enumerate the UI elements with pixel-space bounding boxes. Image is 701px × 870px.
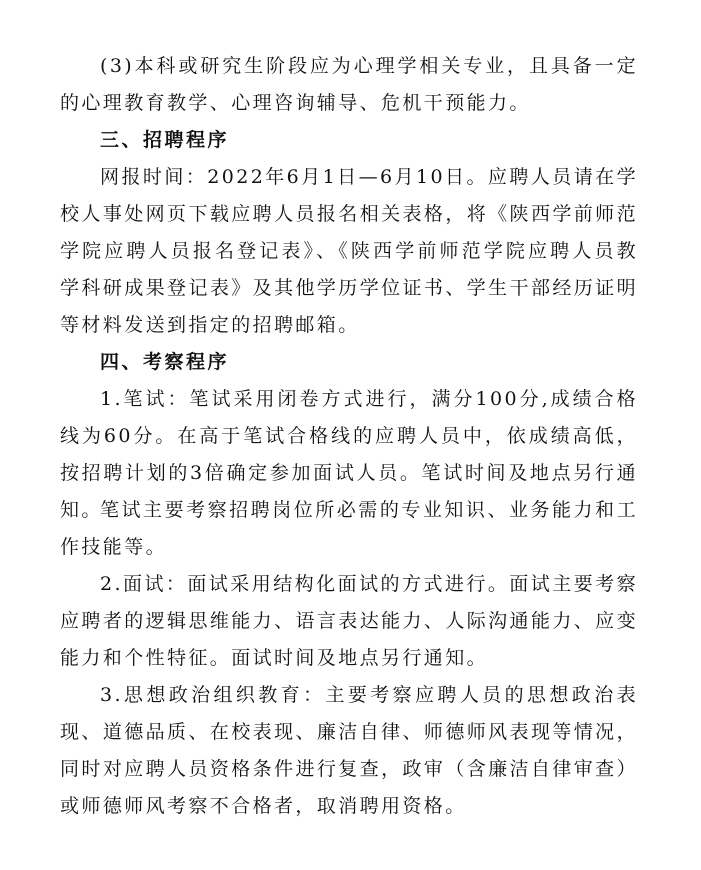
written-exam-paragraph: 1.笔试：笔试采用闭卷方式进行，满分100分,成绩合格线为60分。在高于笔试合格线的应聘人员中，依成绩高低，按招聘计划的3倍确定参加面试人员。笔试时间及地点另行通知。	[60, 388, 638, 521]
section-4-heading: 四、考察程序	[100, 351, 230, 373]
interview-paragraph: 2.面试：面试采用结构化面试的方式进行。面试主要考察应聘者的逻辑思维能力、语言表达能力、人际沟通能力、应变能力和个性特征。面试时间及地点另行通知。	[60, 573, 638, 669]
requirement-3-paragraph: (3)本科或研究生阶段应为心理学相关专业，且具备一定的心理教育教学、心理咨询辅导、危机干预能力。	[60, 55, 638, 114]
section-3-heading: 三、招聘程序	[100, 129, 230, 151]
written-exam-content-paragraph: 笔试主要考察招聘岗位所必需的专业知识、业务能力和工作技能等。	[60, 499, 638, 558]
political-review-paragraph: 3.思想政治组织教育：主要考察应聘人员的思想政治表现、道德品质、在校表现、廉洁自律、师德师风表现等情况，同时对应聘人员资格条件进行复查，政审（含廉洁自律审查）或师德师风考察不合格者，取消聘用资格。	[60, 684, 638, 817]
registration-paragraph: 网报时间：2022年6月1日—6月10日。应聘人员请在学校人事处网页下载应聘人员报名相关表格，将《陕西学前师范学院应聘人员报名登记表》、《陕西学前师范学院应聘人员教学科研成果登记表》及其他学历学位证书、学生干部经历证明等材料发送到指定的招聘邮箱。	[60, 166, 638, 336]
